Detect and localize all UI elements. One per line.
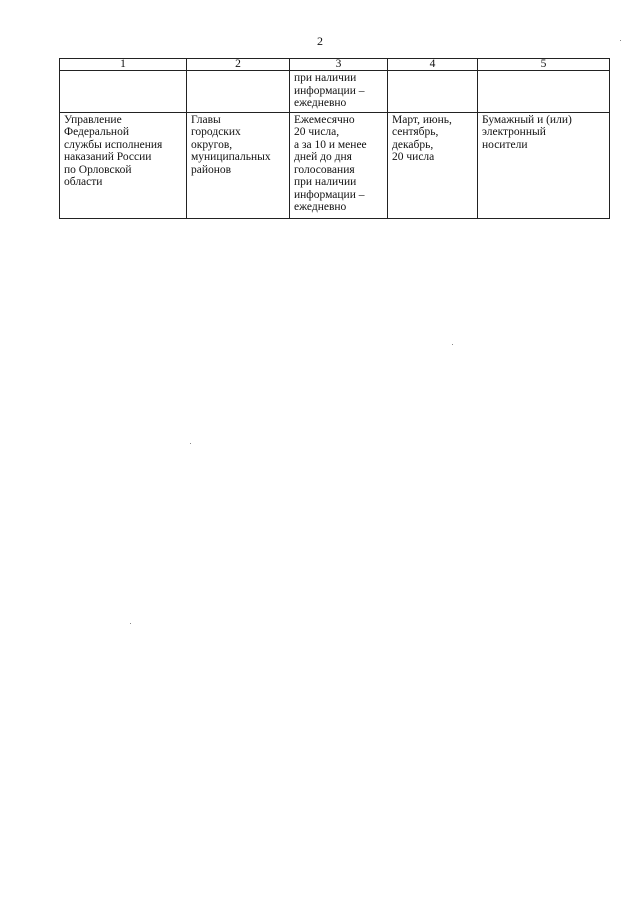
table-cell: при наличии информации – ежедневно bbox=[290, 71, 388, 113]
scan-speck bbox=[130, 623, 131, 624]
table-cell: Управление Федеральной службы исполнения наказаний России по Орловской области bbox=[60, 112, 187, 218]
page-number: 2 bbox=[317, 34, 323, 48]
table-cell: Главы городских округов, муниципальных районов bbox=[187, 112, 290, 218]
column-header-4: 4 bbox=[388, 59, 478, 71]
table-cell bbox=[187, 71, 290, 113]
column-header-2: 2 bbox=[187, 59, 290, 71]
scan-speck bbox=[452, 344, 453, 345]
table-header-row bbox=[60, 59, 610, 71]
scan-speck bbox=[190, 443, 191, 444]
table-cell bbox=[60, 71, 187, 113]
table-cell: Ежемесячно 20 числа, а за 10 и менее дней до дня голосования при наличии информации – ежедневно bbox=[290, 112, 388, 218]
schedule-table bbox=[59, 58, 610, 219]
table-cell: Март, июнь, сентябрь, декабрь, 20 числа bbox=[388, 112, 478, 218]
table-row bbox=[60, 71, 610, 113]
table-cell bbox=[388, 71, 478, 113]
column-header-5: 5 bbox=[478, 59, 610, 71]
column-header-1: 1 bbox=[60, 59, 187, 71]
table-row bbox=[60, 112, 610, 218]
table-cell bbox=[478, 71, 610, 113]
column-header-3: 3 bbox=[290, 59, 388, 71]
scan-speck bbox=[620, 40, 621, 41]
table-cell: Бумажный и (или) электронный носители bbox=[478, 112, 610, 218]
